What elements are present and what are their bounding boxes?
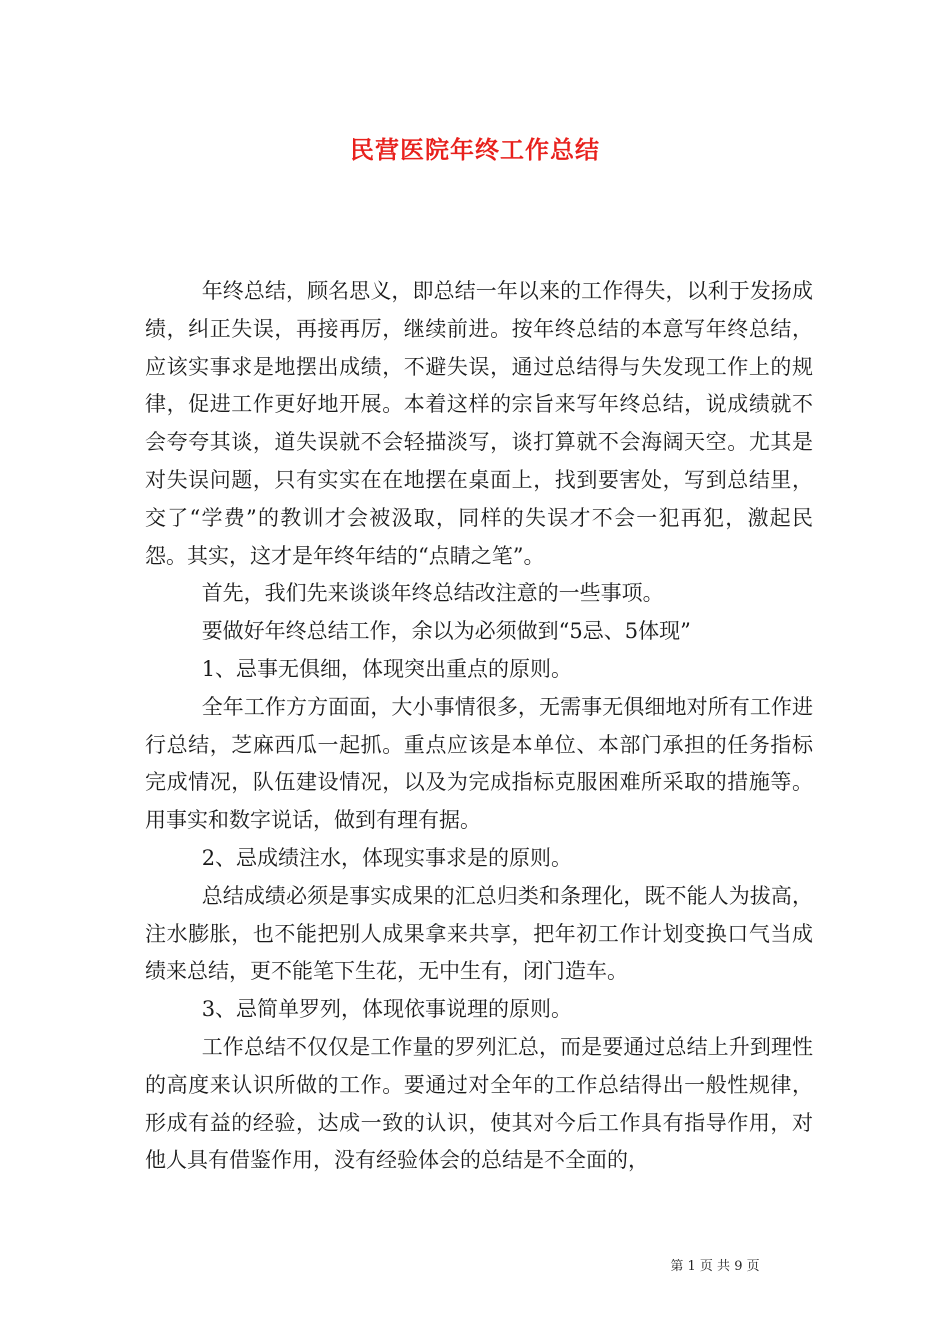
paragraph: 2、忌成绩注水，体现实事求是的原则。: [201, 845, 573, 870]
paragraph: 年终总结，顾名思义，即总结一年以来的工作得失，以利于发扬成绩，纠正失误，再接再厉，继续前进。按年终总结的本意写年终总结，应该实事求是地摆出成绩，不避失误，通过总结得与失发现工作上的规律，促进工作更好地开展。本着这样的宗旨来写年终总结，说成绩就不会夸夸其谈，道失误就不会轻描淡写，谈打算就不会海阔天空。尤其是对失误问题，只有实实在在地摆在桌面上，找到要害处，写到总结里，交了“学费”的教训才会被汲取，同样的失误才不会一犯再犯，激起民怨。其实，这才是年终年结的“点睛之笔”。: [145, 279, 813, 568]
paragraph: 3、忌简单罗列，体现依事说理的原则。: [201, 997, 573, 1022]
paragraph: 全年工作方方面面，大小事情很多，无需事无俱细地对所有工作进行总结，芝麻西瓜一起抓。重点应该是本单位、本部门承担的任务指标完成情况，队伍建设情况，以及为完成指标克服困难所采取的措施等。用事实和数字说话，做到有理有据。: [145, 694, 813, 833]
document-title: 民营医院年终工作总结: [350, 135, 600, 164]
page-number-footer: 第 1 页 共 9 页: [670, 1259, 760, 1274]
paragraph: 要做好年终总结工作，余以为必须做到“5忌、5体现”: [201, 619, 691, 644]
paragraph: 1、忌事无俱细，体现突出重点的原则。: [201, 656, 573, 681]
paragraph: 总结成绩必须是事实成果的汇总归类和条理化，既不能人为拔高，注水膨胀，也不能把别人成果拿来共享，把年初工作计划变换口气当成绩来总结，更不能笔下生花，无中生有，闭门造车。: [145, 883, 813, 984]
document-body: [145, 273, 813, 1180]
paragraph: 工作总结不仅仅是工作量的罗列汇总，而是要通过总结上升到理性的高度来认识所做的工作。要通过对全年的工作总结得出一般性规律，形成有益的经验，达成一致的认识，使其对今后工作具有指导作用，对他人具有借鉴作用，没有经验体会的总结是不全面的，: [145, 1034, 813, 1173]
paragraph: 首先，我们先来谈谈年终总结改注意的一些事项。: [201, 581, 664, 606]
